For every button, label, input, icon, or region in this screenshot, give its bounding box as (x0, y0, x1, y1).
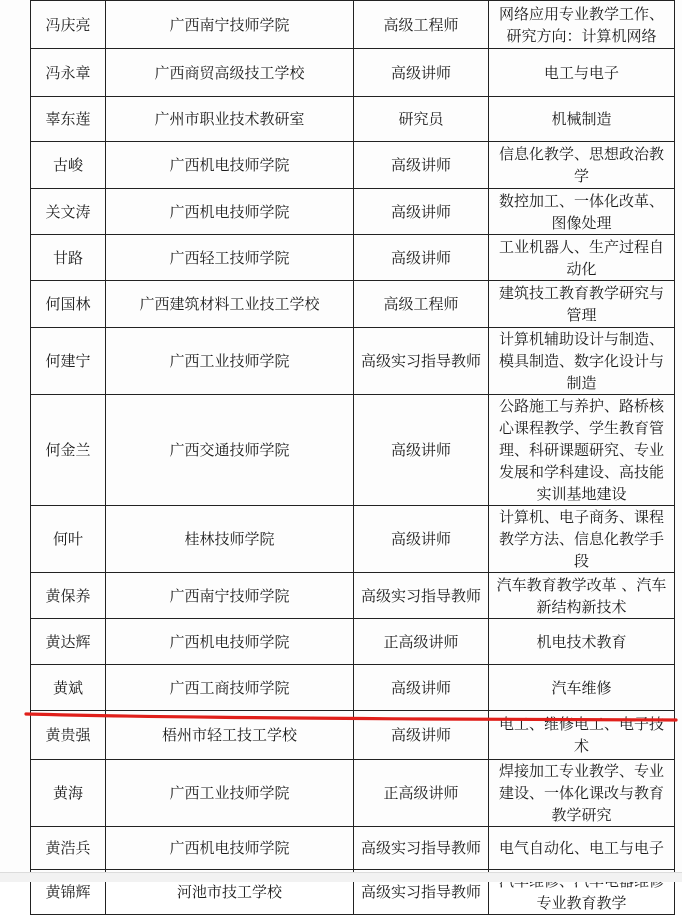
specialty-cell: 公路施工与养护、路桥核心课程教学、学生教育管理、科研课题研究、专业发展和学科建设、高技能实训基地建设 (489, 395, 675, 506)
specialty-cell: 机械制造 (489, 97, 675, 142)
professional-title-cell: 正高级讲师 (354, 619, 489, 665)
person-name-cell: 何建宁 (31, 328, 106, 395)
specialty-cell: 汽车维修 (489, 665, 675, 711)
specialty-cell: 专业教育教学 (489, 870, 675, 915)
professional-title-cell: 高级实习指导教师 (354, 827, 489, 870)
professional-title-cell: 高级讲师 (354, 189, 489, 235)
professional-title-cell: 高级工程师 (354, 1, 489, 49)
roster-body (31, 1, 675, 915)
institution-cell: 广西工业技师学院 (106, 760, 354, 827)
table-row (31, 328, 675, 395)
institution-cell: 桂林技师学院 (106, 506, 354, 573)
institution-cell: 广西机电技师学院 (106, 827, 354, 870)
professional-title-cell: 高级讲师 (354, 49, 489, 97)
institution-cell: 广西南宁技师学院 (106, 573, 354, 619)
specialty-cell: 机电技术教育 (489, 619, 675, 665)
person-name-cell: 辜东莲 (31, 97, 106, 142)
expert-roster-table (30, 0, 675, 915)
professional-title-cell: 高级讲师 (354, 711, 489, 760)
table-row (31, 827, 675, 870)
table-row (31, 619, 675, 665)
specialty-cell: 计算机辅助设计与制造、模具制造、数字化设计与制造 (489, 328, 675, 395)
institution-cell: 广西南宁技师学院 (106, 1, 354, 49)
professional-title-cell: 高级实习指导教师 (354, 328, 489, 395)
table-row (31, 506, 675, 573)
professional-title-cell: 高级讲师 (354, 142, 489, 189)
professional-title-cell: 高级讲师 (354, 506, 489, 573)
professional-title-cell: 高级实习指导教师 (354, 573, 489, 619)
table-row (31, 665, 675, 711)
table-row (31, 189, 675, 235)
institution-cell: 广西机电技师学院 (106, 619, 354, 665)
table-row (31, 49, 675, 97)
person-name-cell: 何金兰 (31, 395, 106, 506)
table-row (31, 711, 675, 760)
institution-cell: 广州市职业技术教研室 (106, 97, 354, 142)
institution-cell: 梧州市轻工技工学校 (106, 711, 354, 760)
professional-title-cell: 研究员 (354, 97, 489, 142)
institution-cell: 广西工业技师学院 (106, 328, 354, 395)
professional-title-cell: 高级实习指导教师 (354, 870, 489, 915)
person-name-cell: 何叶 (31, 506, 106, 573)
table-row (31, 235, 675, 281)
table-row (31, 97, 675, 142)
table-row (31, 142, 675, 189)
institution-cell: 广西机电技师学院 (106, 189, 354, 235)
specialty-cell: 信息化教学、思想政治教学 (489, 142, 675, 189)
person-name-cell: 古峻 (31, 142, 106, 189)
professional-title-cell: 高级讲师 (354, 665, 489, 711)
specialty-cell: 电工、维修电工、电子技术 (489, 711, 675, 760)
institution-cell: 广西轻工技师学院 (106, 235, 354, 281)
specialty-cell: 电气自动化、电工与电子 (489, 827, 675, 870)
person-name-cell: 黄海 (31, 760, 106, 827)
person-name-cell: 黄达辉 (31, 619, 106, 665)
professional-title-cell: 正高级讲师 (354, 760, 489, 827)
specialty-cell: 汽车教育教学改革 、汽车新结构新技术 (489, 573, 675, 619)
table-row (31, 281, 675, 328)
person-name-cell: 黄贵强 (31, 711, 106, 760)
specialty-cell: 焊接加工专业教学、专业建设、一体化课改与教育教学研究 (489, 760, 675, 827)
person-name-cell: 关文涛 (31, 189, 106, 235)
person-name-cell: 甘路 (31, 235, 106, 281)
person-name-cell: 冯庆亮 (31, 1, 106, 49)
institution-cell: 广西建筑材料工业技工学校 (106, 281, 354, 328)
institution-cell: 广西商贸高级技工学校 (106, 49, 354, 97)
person-name-cell: 何国林 (31, 281, 106, 328)
specialty-cell: 数控加工、一体化改革、图像处理 (489, 189, 675, 235)
specialty-cell: 建筑技工教育教学研究与管理 (489, 281, 675, 328)
institution-cell: 河池市技工学校 (106, 870, 354, 915)
table-row (31, 760, 675, 827)
professional-title-cell: 高级讲师 (354, 235, 489, 281)
table-row (31, 1, 675, 49)
specialty-cell: 网络应用专业教学工作、研究方向：计算机网络 (489, 1, 675, 49)
person-name-cell: 黄斌 (31, 665, 106, 711)
institution-cell: 广西机电技师学院 (106, 142, 354, 189)
person-name-cell: 黄锦辉 (31, 870, 106, 915)
specialty-cell: 工业机器人、生产过程自动化 (489, 235, 675, 281)
table-row (31, 573, 675, 619)
person-name-cell: 冯永章 (31, 49, 106, 97)
person-name-cell: 黄保养 (31, 573, 106, 619)
specialty-cell: 电工与电子 (489, 49, 675, 97)
professional-title-cell: 高级讲师 (354, 395, 489, 506)
table-row (31, 395, 675, 506)
professional-title-cell: 高级工程师 (354, 281, 489, 328)
specialty-cell: 计算机、电子商务、课程教学方法、信息化教学手段 (489, 506, 675, 573)
institution-cell: 广西交通技师学院 (106, 395, 354, 506)
person-name-cell: 黄浩兵 (31, 827, 106, 870)
institution-cell: 广西工商技师学院 (106, 665, 354, 711)
